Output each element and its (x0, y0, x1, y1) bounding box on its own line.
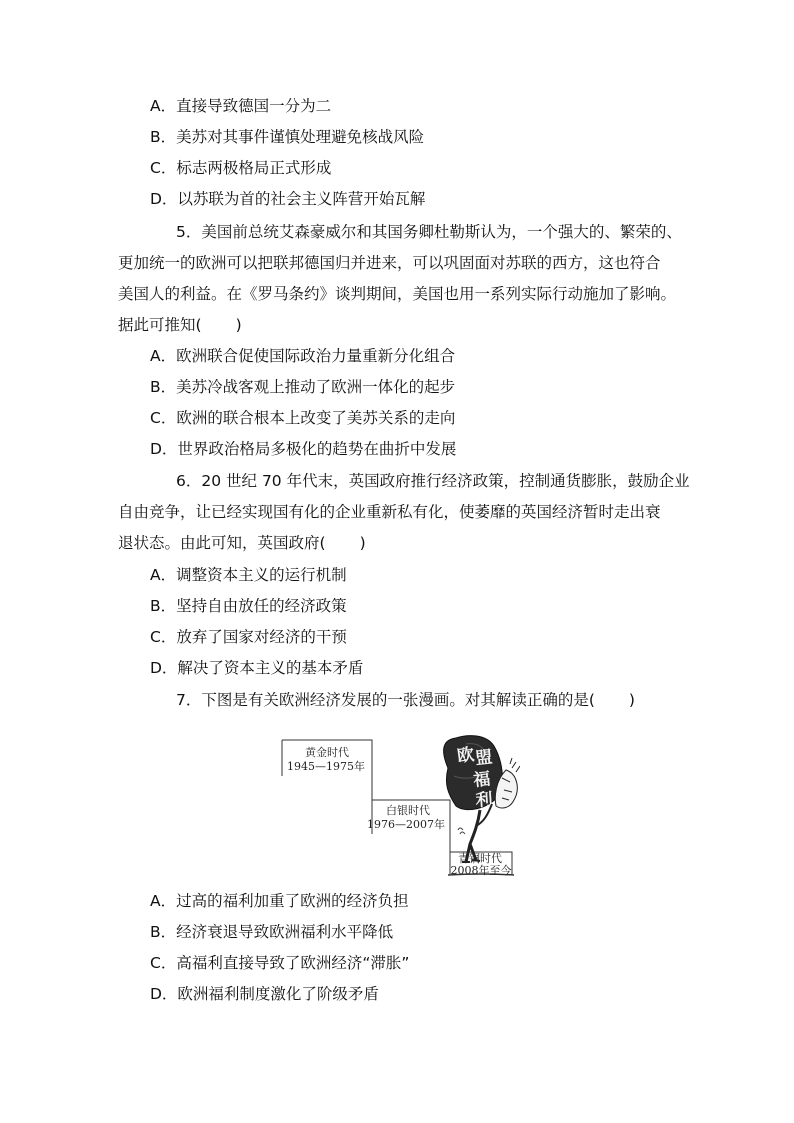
q4-option-b: B．美苏对其事件谨慎处理避免核战风险 (150, 128, 425, 146)
q6-option-d: D．解决了资本主义的基本矛盾 (150, 659, 364, 677)
motion-marks (458, 828, 465, 834)
q7-close-paren: ) (628, 691, 635, 709)
q7-option-c: C．高福利直接导致了欧洲经济“滞胀” (150, 954, 410, 972)
sack-char-3: 福 (472, 769, 492, 791)
q5-stem-line-2: 更加统一的欧洲可以把联邦德国归并进来，可以巩固面对苏联的西方，这也符合 (118, 254, 661, 272)
sack-char-1: 欧 (455, 744, 476, 767)
q5-option-a: A．欧洲联合促使国际政治力量重新分化组合 (150, 347, 456, 365)
sack-char-2: 盟 (474, 747, 494, 769)
q6-close-paren: ) (359, 534, 366, 552)
welfare-cartoon (280, 734, 520, 880)
q6-option-a: A．调整资本主义的运行机制 (150, 566, 347, 584)
q4-option-c: C．标志两极格局正式形成 (150, 159, 332, 177)
step1-name: 黄金时代 (305, 746, 349, 759)
q7-option-a: A．过高的福利加重了欧洲的经济负担 (150, 892, 409, 910)
step1-years: 1945—1975年 (287, 760, 365, 773)
q7-option-b: B．经济衰退导致欧洲福利水平降低 (150, 923, 394, 941)
q6-stem-line-3 (118, 533, 366, 553)
q6-stem-line-2: 自由竞争，让已经实现国有化的企业重新私有化，使萎靡的英国经济暂时走出衰 (118, 503, 661, 521)
q5-stem-line-1: 5．美国前总统艾森豪威尔和其国务卿杜勒斯认为，一个强大的、繁荣的、 (176, 223, 682, 241)
q6-stem-line-1: 6．20 世纪 70 年代末，英国政府推行经济政策，控制通货膨胀，鼓励企业 (176, 472, 690, 490)
q6-option-b: B．坚持自由放任的经济政策 (150, 597, 347, 615)
sweat-marks (510, 758, 520, 772)
q7-stem-text: 7．下图是有关欧洲经济发展的一张漫画。对其解读正确的是( (176, 691, 595, 709)
q5-stem-text: 据此可推知( (118, 316, 202, 334)
q5-stem-line-4 (118, 315, 242, 335)
q4-option-a: A．直接导致德国一分为二 (150, 97, 332, 115)
q5-option-c: C．欧洲的联合根本上改变了美苏关系的走向 (150, 409, 456, 427)
q5-stem-line-3: 美国人的利益。在《罗马条约》谈判期间，美国也用一系列实际行动施加了影响。 (118, 285, 677, 303)
q6-stem-text: 退状态。由此可知，英国政府( (118, 534, 326, 552)
q5-close-paren: ) (235, 316, 242, 334)
q5-option-b: B．美苏冷战客观上推动了欧洲一体化的起步 (150, 378, 456, 396)
step3-name: 青铜时代 (458, 852, 502, 865)
q7-stem-line-1 (176, 690, 635, 710)
step2-name: 白银时代 (386, 804, 430, 817)
q5-option-d: D．世界政治格局多极化的趋势在曲折中发展 (150, 440, 457, 458)
sack-char-4: 利 (474, 789, 494, 811)
q7-option-d: D．欧洲福利制度激化了阶级矛盾 (150, 985, 379, 1003)
step3-years: 2008年至今 (450, 864, 512, 877)
q6-option-c: C．放弃了国家对经济的干预 (150, 628, 347, 646)
q4-option-d: D．以苏联为首的社会主义阵营开始瓦解 (150, 190, 426, 208)
step2-years: 1976—2007年 (367, 818, 445, 831)
